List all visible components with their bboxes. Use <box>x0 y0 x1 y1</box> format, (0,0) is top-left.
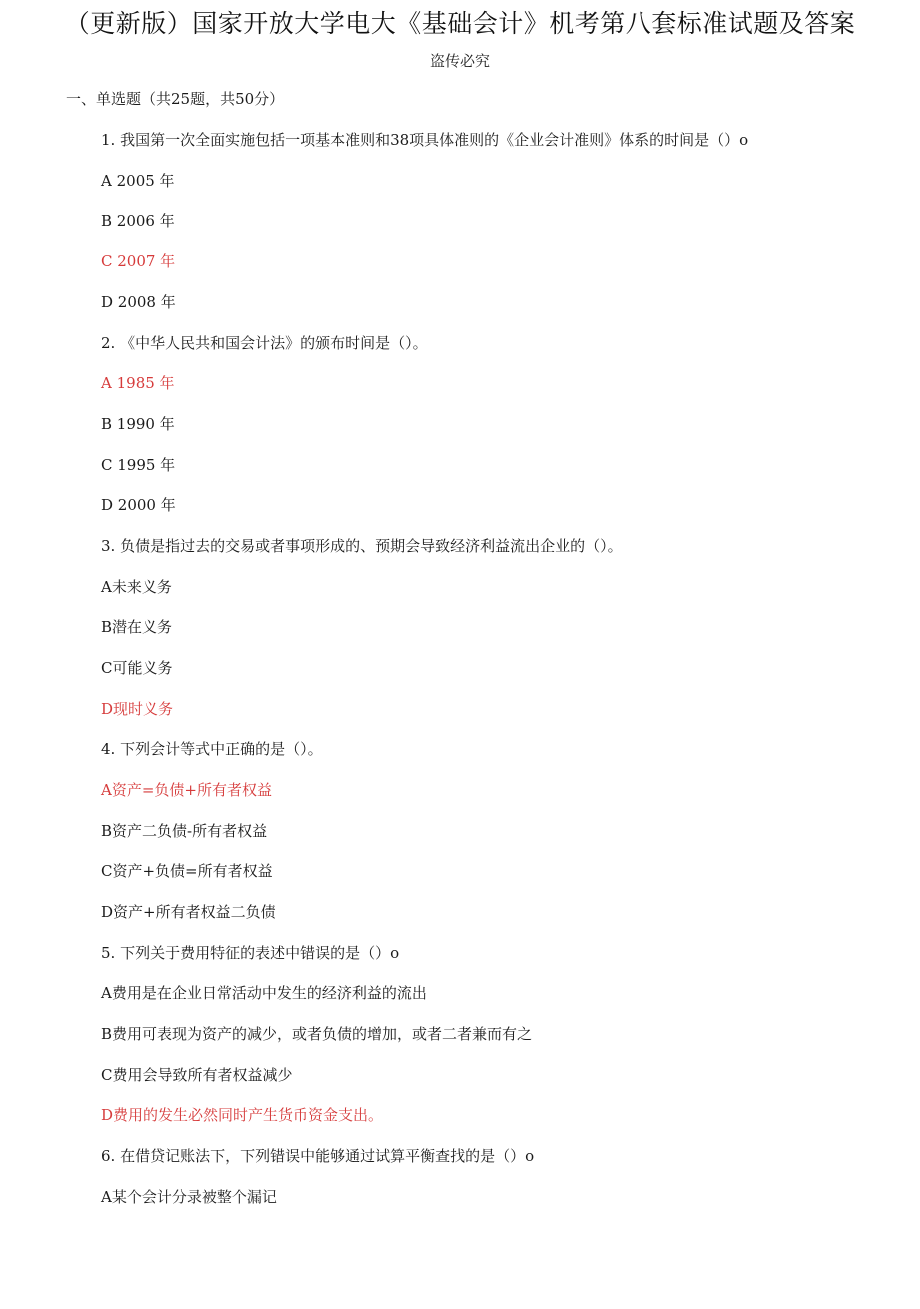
option-c: C费用会导致所有者权益减少 <box>101 1066 293 1084</box>
question-stem: 1. 我国第一次全面实施包括一项基本准则和38项具体准则的《企业会计准则》体系的时间是（）o <box>101 131 749 149</box>
question-stem: 4. 下列会计等式中正确的是（）。 <box>101 740 323 758</box>
option-b: B 1990 年 <box>101 415 175 433</box>
option-a: A某个会计分录被整个漏记 <box>101 1188 277 1206</box>
option-d: D 2000 年 <box>101 496 176 514</box>
option-c-correct-answer: C 2007 年 <box>101 252 176 270</box>
option-b: B费用可表现为资产的减少，或者负债的增加，或者二者兼而有之 <box>101 1025 533 1043</box>
question-stem: 3. 负债是指过去的交易或者事项形成的、预期会导致经济利益流出企业的（）。 <box>101 537 623 555</box>
section-heading: 一、单选题（共25题，共50分） <box>66 90 285 108</box>
option-a: A费用是在企业日常活动中发生的经济利益的流出 <box>101 984 427 1002</box>
option-a-correct-answer: A资产=负债+所有者权益 <box>101 781 272 799</box>
option-d-correct-answer: D现时义务 <box>101 700 174 718</box>
option-a-correct-answer: A 1985 年 <box>101 374 175 392</box>
option-c: C 1995 年 <box>101 456 176 474</box>
document-title: （更新版）国家开放大学电大《基础会计》机考第八套标准试题及答案 <box>64 9 856 38</box>
question-stem: 6. 在借贷记账法下，下列错误中能够通过试算平衡查找的是（）o <box>101 1147 535 1165</box>
option-d: D资产+所有者权益二负债 <box>101 903 276 921</box>
option-b: B资产二负债-所有者权益 <box>101 822 268 840</box>
question-stem: 2. 《中华人民共和国会计法》的颁布时间是（）。 <box>101 334 428 352</box>
option-a: A 2005 年 <box>101 172 175 190</box>
option-b: B 2006 年 <box>101 212 175 230</box>
option-d: D 2008 年 <box>101 293 176 311</box>
document-subtitle: 盗传必究 <box>429 52 490 70</box>
option-c: C资产+负债=所有者权益 <box>101 862 273 880</box>
option-b: B潜在义务 <box>101 618 173 636</box>
option-c: C可能义务 <box>101 659 173 677</box>
option-d-correct-answer: D费用的发生必然同时产生货币资金支出。 <box>101 1106 384 1124</box>
question-stem: 5. 下列关于费用特征的表述中错误的是（）o <box>101 944 400 962</box>
option-a: A未来义务 <box>101 578 172 596</box>
